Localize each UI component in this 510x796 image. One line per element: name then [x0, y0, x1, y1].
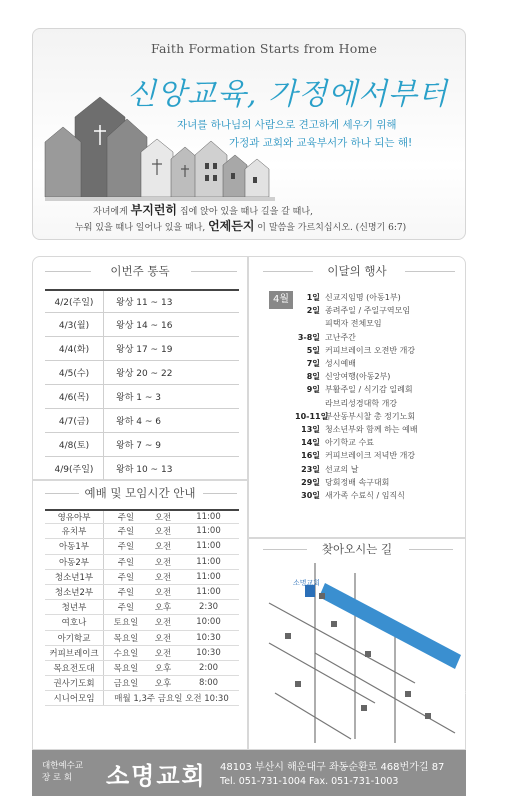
schedule-ampm: 오전	[154, 513, 172, 524]
event-text: 피택자 전체모임	[325, 319, 382, 329]
group-name: 유치부	[61, 527, 87, 538]
directions-map	[255, 563, 475, 747]
wooden-houses-image	[45, 97, 275, 207]
schedule-time: 8:00	[198, 678, 219, 689]
schedule-day: 수요일	[113, 648, 139, 659]
event-day: 9일	[306, 385, 320, 395]
group-name: 청년부	[61, 603, 87, 614]
reading-range: 왕상 17 ~ 19	[116, 345, 173, 355]
schedule-day: 주일	[117, 572, 135, 583]
event-text: 아기학교 수료	[325, 438, 374, 448]
reading-range: 왕하 4 ~ 6	[116, 417, 161, 427]
schedule-time: 매월 1,3주 금요일 오전 10:30	[114, 694, 229, 705]
group-name: 영유아부	[57, 513, 91, 524]
schedule-row	[45, 661, 239, 676]
reading-date: 4/5(수)	[58, 369, 90, 379]
reading-row	[45, 385, 239, 409]
banner-verse-line-2: 누워 있을 때나 일어나 있을 때나, 언제든지 이 말씀을 가르치십시오. (신명기 6:7)	[75, 219, 407, 233]
schedule-time: 11:00	[196, 587, 221, 598]
road-label: 해운대로 (좌동순환로)	[414, 661, 475, 699]
group-name: 청소년2부	[54, 588, 94, 599]
event-day: 5일	[306, 345, 320, 355]
event-row	[295, 304, 463, 317]
schedule-time: 10:30	[196, 647, 221, 658]
banner-subtitle-1: 자녀를 하나님의 사람으로 견고하게 세우기 위해	[177, 119, 397, 131]
reading-range: 왕상 11 ~ 13	[116, 298, 173, 308]
schedule-ampm: 오후	[154, 679, 172, 690]
reading-row	[45, 337, 239, 361]
bulletin-page	[32, 28, 475, 790]
weekly-reading-panel	[32, 256, 248, 480]
event-text: 커피브레이크 저녁반 개강	[325, 451, 416, 461]
event-row	[295, 476, 463, 489]
theme-banner	[32, 28, 466, 240]
banner-verse-line-1: 자녀에게 부지런히 집에 앉아 있을 때나 길을 갈 때나,	[93, 203, 313, 217]
event-day: 14일	[301, 438, 320, 448]
schedule-time: 11:00	[196, 512, 221, 523]
reading-date: 4/6(목)	[58, 393, 90, 403]
event-text: 종려주일 / 주일구역모임	[325, 306, 411, 316]
reading-range: 왕하 7 ~ 9	[116, 441, 161, 451]
group-name: 청소년1부	[54, 572, 94, 583]
directions-title: 찾아오시는 길	[321, 542, 393, 556]
event-day: 29일	[301, 477, 320, 487]
schedule-time: 11:00	[196, 556, 221, 567]
reading-row	[45, 433, 239, 457]
church-phone: Tel. 051-731-1004 Fax. 051-731-1003	[220, 776, 399, 787]
schedule-day: 주일	[117, 588, 135, 599]
event-day: 3-8일	[297, 332, 320, 342]
schedule-time: 2:30	[198, 602, 219, 613]
monthly-events-panel	[248, 256, 466, 538]
event-day: 7일	[306, 359, 320, 369]
service-schedule-panel	[32, 480, 248, 750]
group-name: 여호나	[61, 618, 87, 629]
events-list	[295, 291, 463, 502]
service-schedule-table	[45, 509, 239, 706]
reading-date: 4/9(주일)	[54, 465, 94, 475]
banner-korean-title: 신앙교육, 가정에서부터	[127, 77, 448, 112]
monthly-events-title: 이달의 행사	[327, 264, 387, 278]
group-name: 시니어모임	[53, 694, 95, 705]
schedule-row	[45, 509, 239, 524]
denomination: 대한예수교 장 로 회	[42, 761, 84, 783]
weekly-reading-table	[45, 289, 239, 481]
schedule-time: 11:00	[196, 541, 221, 552]
reading-date: 4/8(토)	[58, 441, 90, 451]
schedule-time: 2:00	[198, 662, 219, 673]
reading-range: 왕상 20 ~ 22	[116, 369, 173, 379]
event-text: 커피브레이크 오전반 개강	[325, 345, 416, 355]
schedule-ampm: 오전	[154, 542, 172, 553]
schedule-row	[45, 539, 239, 554]
schedule-ampm: 오후	[154, 663, 172, 674]
event-day: 23일	[301, 464, 320, 474]
event-row	[295, 370, 463, 383]
group-name: 커피브레이크	[49, 648, 99, 659]
reading-row	[45, 289, 239, 313]
church-label: 소명교회	[293, 579, 321, 587]
schedule-day: 토요일	[113, 618, 139, 629]
schedule-ampm: 오전	[154, 633, 172, 644]
schedule-day: 주일	[117, 557, 135, 568]
reading-row	[45, 457, 239, 481]
schedule-row	[45, 570, 239, 585]
schedule-time: 10:30	[196, 632, 221, 643]
schedule-time: 11:00	[196, 526, 221, 537]
schedule-row	[45, 555, 239, 570]
event-day: 1일	[306, 293, 320, 303]
event-row	[295, 462, 463, 475]
event-text: 라브리성경대학 개강	[325, 398, 398, 408]
schedule-ampm: 오전	[154, 618, 172, 629]
banner-english-title: Faith Formation Starts from Home	[151, 41, 378, 56]
service-schedule-title: 예배 및 모임시간 안내	[84, 486, 196, 500]
reading-row	[45, 313, 239, 337]
reading-date: 4/3(월)	[58, 321, 90, 331]
schedule-row	[45, 646, 239, 661]
schedule-day: 목요일	[113, 663, 139, 674]
reading-range: 왕하 10 ~ 13	[116, 465, 173, 475]
event-row	[295, 489, 463, 502]
event-row	[295, 423, 463, 436]
church-name: 소명교회	[106, 762, 207, 790]
event-row	[295, 291, 463, 304]
schedule-row	[45, 524, 239, 539]
group-name: 목요전도대	[53, 663, 95, 674]
event-row	[295, 397, 463, 410]
weekly-reading-title: 이번주 통독	[110, 264, 170, 278]
event-day: 8일	[306, 372, 320, 382]
schedule-ampm: 오전	[154, 557, 172, 568]
schedule-ampm: 오전	[154, 527, 172, 538]
group-name: 아기학교	[57, 633, 91, 644]
schedule-day: 금요일	[113, 679, 139, 690]
event-day: 30일	[301, 490, 320, 500]
schedule-row	[45, 600, 239, 615]
event-row	[295, 357, 463, 370]
schedule-row	[45, 615, 239, 630]
schedule-row	[45, 631, 239, 646]
event-row	[295, 344, 463, 357]
group-name: 아동1부	[58, 542, 90, 553]
schedule-day: 주일	[117, 527, 135, 538]
group-name: 권사기도회	[53, 679, 95, 690]
event-row	[295, 383, 463, 396]
schedule-day: 주일	[117, 603, 135, 614]
banner-subtitle-2: 가정과 교회와 교육부서가 하나 되는 해!	[229, 137, 413, 149]
schedule-row	[45, 691, 239, 706]
event-row	[295, 317, 463, 330]
church-address: 48103 부산시 해운대구 좌동순환로 468번가길 87	[220, 762, 445, 773]
directions-panel	[248, 538, 475, 750]
event-text: 당회정배 속구대회	[325, 477, 390, 487]
schedule-row	[45, 585, 239, 600]
event-text: 부산동부시찰 총 정기노회	[325, 411, 416, 421]
event-row	[295, 331, 463, 344]
event-text: 신앙여행(아동2부)	[325, 372, 391, 382]
event-text: 부활주일 / 식기감 일례회	[325, 385, 413, 395]
schedule-day: 목요일	[113, 633, 139, 644]
reading-range: 왕상 14 ~ 16	[116, 321, 173, 331]
schedule-day: 주일	[117, 513, 135, 524]
schedule-row	[45, 676, 239, 691]
month-badge: 4월	[269, 291, 293, 309]
schedule-ampm: 오전	[154, 572, 172, 583]
event-text: 고난주간	[325, 332, 356, 342]
event-day: 16일	[301, 451, 320, 461]
event-day: 10-11일	[295, 411, 329, 421]
event-row	[295, 410, 463, 423]
reading-row	[45, 361, 239, 385]
reading-date: 4/7(금)	[58, 417, 90, 427]
reading-date: 4/4(화)	[58, 345, 90, 355]
event-text: 청소년부와 함께 하는 예배	[325, 424, 418, 434]
event-row	[295, 436, 463, 449]
reading-row	[45, 409, 239, 433]
schedule-ampm: 오후	[154, 603, 172, 614]
event-row	[295, 449, 463, 462]
schedule-time: 11:00	[196, 571, 221, 582]
event-text: 선교의 날	[325, 464, 359, 474]
schedule-ampm: 오전	[154, 588, 172, 599]
footer	[32, 750, 466, 796]
schedule-day: 주일	[117, 542, 135, 553]
event-day: 13일	[301, 424, 320, 434]
reading-range: 왕하 1 ~ 3	[116, 393, 161, 403]
event-text: 새가족 수료식 / 임직식	[325, 490, 405, 500]
schedule-ampm: 오전	[154, 648, 172, 659]
reading-date: 4/2(주일)	[54, 298, 94, 308]
event-text: 성시예배	[325, 359, 356, 369]
schedule-time: 10:00	[196, 617, 221, 628]
event-day: 2일	[306, 306, 320, 316]
group-name: 아동2부	[58, 557, 90, 568]
event-text: 신교지임명 (아동1부)	[325, 293, 401, 303]
